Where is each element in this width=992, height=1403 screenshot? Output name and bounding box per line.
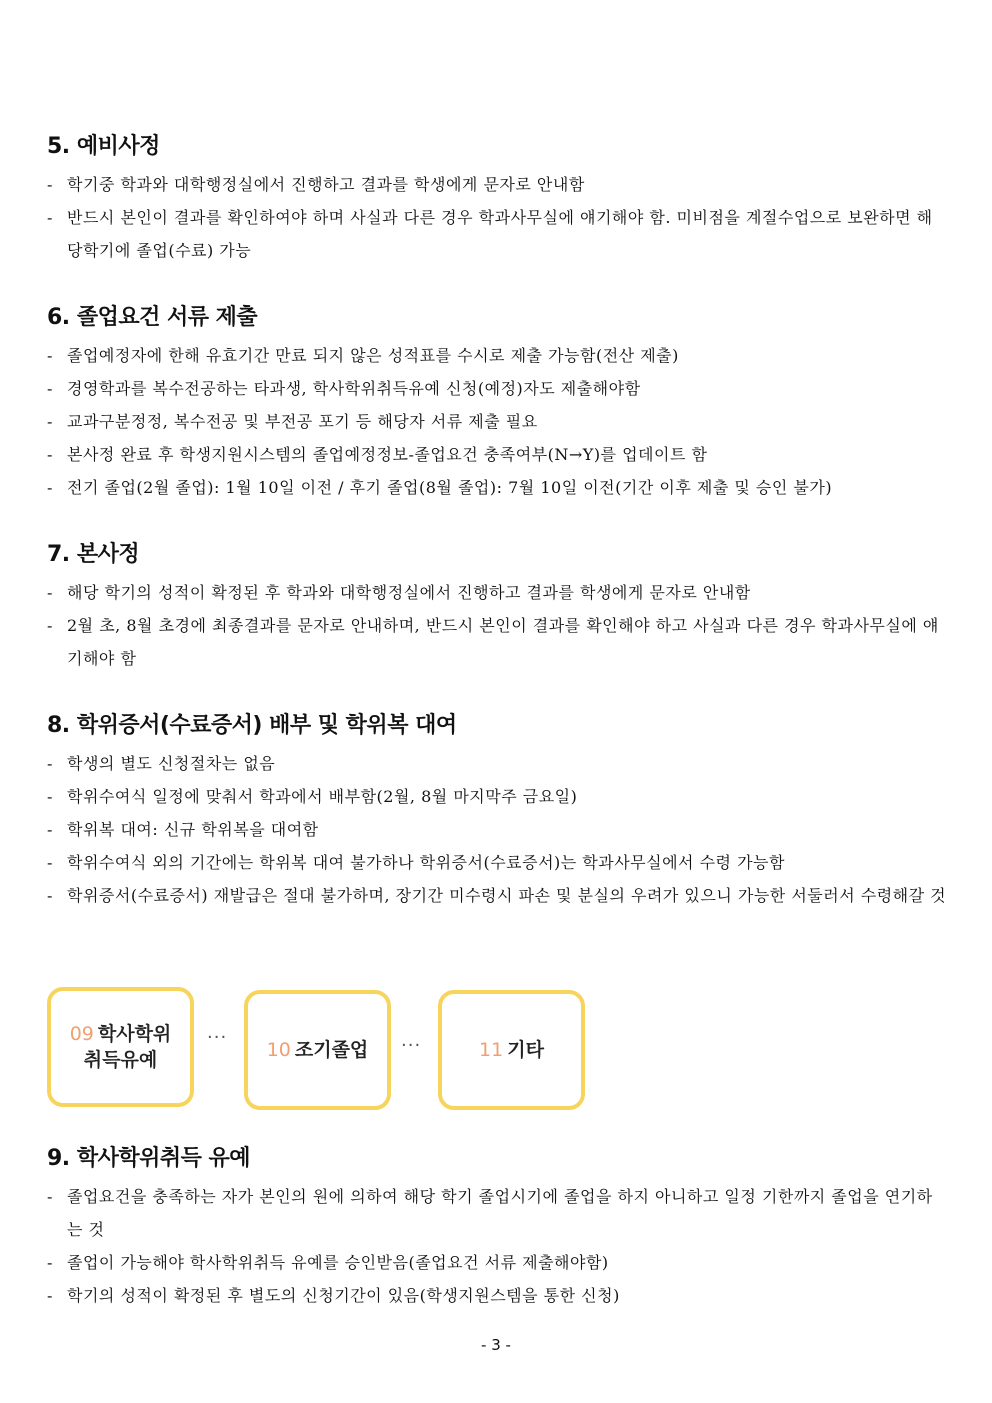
- list-item: - 졸업요건을 충족하는 자가 본인의 원에 의하여 해당 학기 졸업시기에 졸업을 하지 아니하고 일정 기한까지 졸업을 연기하는 것: [47, 1187, 933, 1239]
- list-item: - 교과구분정정, 복수전공 및 부전공 포기 등 해당자 서류 제출 필요: [47, 412, 538, 431]
- list-item: - 2월 초, 8월 초경에 최종결과를 문자로 안내하며, 반드시 본인이 결과를 확인해야 하고 사실과 다른 경우 학과사무실에 얘기해야 함: [47, 616, 939, 668]
- list-item: - 학위증서(수료증서) 재발급은 절대 불가하며, 장기간 미수령시 파손 및 분실의 우려가 있으니 가능한 서둘러서 수령해갈 것: [47, 886, 947, 905]
- section-title: 5. 예비사정: [47, 134, 160, 159]
- list-item: - 학위복 대여: 신규 학위복을 대여함: [47, 820, 319, 839]
- list-item: - 전기 졸업(2월 졸업): 1월 10일 이전 / 후기 졸업(8월 졸업): 7월 10일 이전(기간 이후 제출 및 승인 불가): [47, 478, 833, 497]
- list-item: - 학생의 별도 신청절차는 없음: [47, 754, 276, 773]
- list-item: - 학기의 성적이 확정된 후 별도의 신청기간이 있음(학생지원스템을 통한 신청): [47, 1286, 620, 1305]
- section-title: 7. 본사정: [47, 542, 140, 567]
- section-title: 8. 학위증서(수료증서) 배부 및 학위복 대여: [47, 713, 457, 738]
- list-item: - 학기중 학과와 대학행정실에서 진행하고 결과를 학생에게 문자로 안내함: [47, 175, 585, 194]
- list-item: - 학위수여식 외의 기간에는 학위복 대여 불가하나 학위증서(수료증서)는 학과사무실에서 수령 가능함: [47, 853, 785, 872]
- section-5: [47, 132, 947, 267]
- list-item: - 반드시 본인이 결과를 확인하여야 하며 사실과 다른 경우 학과사무실에 얘기해야 함. 미비점을 계절수업으로 보완하면 해당학기에 졸업(수료) 가능: [47, 208, 933, 260]
- section-9: [47, 1144, 947, 1312]
- separator-dots: ···: [207, 1027, 228, 1048]
- page-number: - 3 -: [481, 1336, 511, 1354]
- list-item: - 경영학과를 복수전공하는 타과생, 학사학위취득유예 신청(예정)자도 제출해야함: [47, 379, 641, 398]
- list-item: - 해당 학기의 성적이 확정된 후 학과와 대학행정실에서 진행하고 결과를 학생에게 문자로 안내함: [47, 583, 751, 602]
- separator-dots: ···: [401, 1035, 422, 1056]
- section-8: [47, 711, 947, 912]
- list-item: - 졸업이 가능해야 학사학위취득 유예를 승인받음(졸업요건 서류 제출해야함): [47, 1253, 609, 1272]
- section-title: 9. 학사학위취득 유예: [47, 1146, 250, 1171]
- process-flow: [47, 987, 607, 1111]
- flow-box-other: 11 기타: [438, 990, 585, 1110]
- section-7: [47, 540, 947, 675]
- section-title: 6. 졸업요건 서류 제출: [47, 305, 258, 330]
- flow-box-deferral: 09 학사학위 취득유예: [47, 987, 194, 1107]
- section-6: [47, 303, 947, 504]
- list-item: - 졸업예정자에 한해 유효기간 만료 되지 않은 성적표를 수시로 제출 가능함(전산 제출): [47, 346, 679, 365]
- list-item: - 학위수여식 일정에 맞춰서 학과에서 배부함(2월, 8월 마지막주 금요일): [47, 787, 578, 806]
- flow-box-early-graduation: 10 조기졸업: [244, 990, 391, 1110]
- list-item: - 본사정 완료 후 학생지원시스템의 졸업예정정보-졸업요건 충족여부(N→Y)를 업데이트 함: [47, 445, 708, 464]
